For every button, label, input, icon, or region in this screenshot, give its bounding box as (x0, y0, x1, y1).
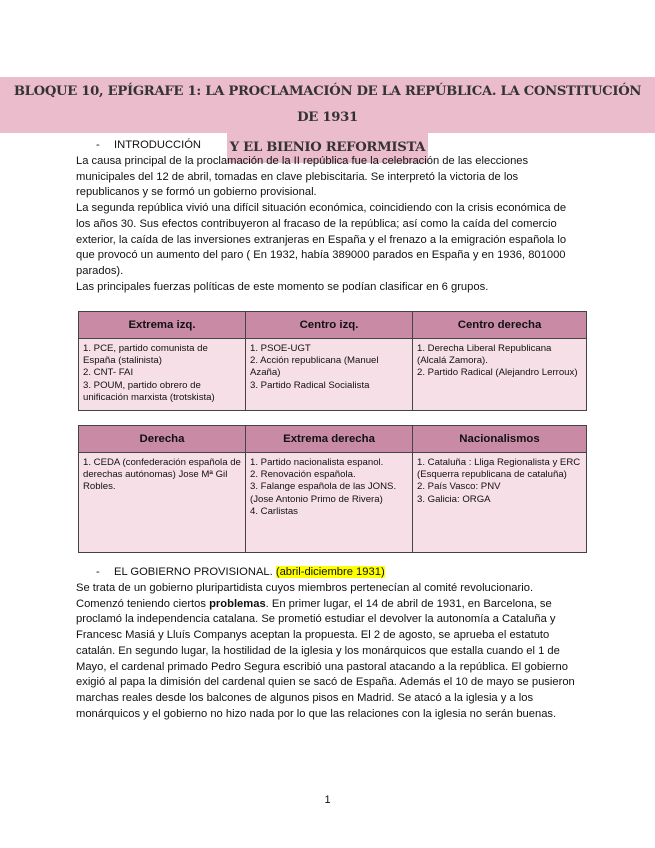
intro-paragraph-1: La causa principal de la proclamación de la II república fue la celebración de las elecciones municipales del 12 de abril, tomadas en clave plebiscitaria. Se interpretó la victoria de los republicanos y se formó un gobierno provisional. (76, 155, 529, 199)
problemas-bold: problemas (209, 597, 266, 610)
header-nacionalismos: Nacionalismos (413, 426, 587, 453)
intro-paragraph-2: La segunda república vivió una difícil situación económica, coincidiendo con la crisis económica de los años 30. Sus efectos contribuyeron al fracaso de la república; así como la caída del comercio exterior, la caída de las inversiones extranjeras en España y el frenazo a la emigración española lo que provocó un aumento del paro ( En 1932, había 389000 parados en España y en 1936, 801000 parados). (76, 202, 567, 277)
header-extrema-izq: Extrema izq. (79, 312, 246, 339)
header-centro-derecha: Centro derecha (413, 312, 587, 339)
political-groups-table-1 (78, 311, 587, 411)
cell-nacionalismos: 1. Cataluña : Lliga Regionalista y ERC (Esquerra republicana de cataluña) 2. País Vasco: PNV 3. Galicia: ORGA (413, 453, 587, 553)
gobierno-paragraph: Se trata de un gobierno pluripartidista cuyos miembros pertenecían al comité revolucionario. Comenzó teniendo ciertos problemas. En primer lugar, el 14 de abril de 1931, en Barcelona, se proclamó la independencia catalana. Se prometió estudiar el devolver la autonomía a Cataluña y Francesc Masiá y Lluís Companys aceptan la propuesta. El 2 de agosto, se aprueba el estatuto catalán. En segundo lugar, la hostilidad de la iglesia y los monárquicos que estalla cuando el 1 de Mayo, el cardenal primado Pedro Segura escribió una pastoral atacando a la república. El gobierno exigió al papa la dimisión del cardenal quien se sacó de España. Además el 10 de mayo se pusieron marchas reales desde los balcones de algunos pisos en Madrid. Se atacó a la iglesia y a los monárquicos y el gobierno no hizo nada por lo que las relaciones con la iglesia no serán buenas. (76, 582, 575, 720)
gobierno-dates-highlight: (abril-diciembre 1931) (275, 566, 385, 578)
title-line-1: BLOQUE 10, EPÍGRAFE 1: LA PROCLAMACIÓN DE LA REPÚBLICA. LA CONSTITUCIÓN DE 1931 (0, 77, 655, 133)
gobierno-body (76, 581, 581, 722)
title-line-2: Y EL BIENIO REFORMISTA (227, 133, 428, 163)
header-extrema-derecha: Extrema derecha (246, 426, 413, 453)
cell-extrema-derecha: 1. Partido nacionalista espanol. 2. Renovación española. 3. Falange española de las JONS. (Jose Antonio Primo de Rivera) 4. Carlistas (246, 453, 413, 553)
page-number: 1 (324, 794, 331, 806)
intro-paragraph-3: Las principales fuerzas políticas de este momento se podían clasificar en 6 grupos. (76, 280, 489, 293)
cell-centro-izq: 1. PSOE-UGT 2. Acción republicana (Manuel Azaña) 3. Partido Radical Socialista (246, 339, 413, 411)
gobierno-heading (96, 566, 385, 578)
bullet-dash: - (96, 566, 100, 578)
intro-heading (96, 139, 201, 151)
header-centro-izq: Centro izq. (246, 312, 413, 339)
bullet-dash: - (96, 139, 100, 151)
intro-body (76, 154, 581, 295)
cell-extrema-izq: 1. PCE, partido comunista de España (stalinista) 2. CNT- FAI 3. POUM, partido obrero de unificación marxista (trotskista) (79, 339, 246, 411)
cell-derecha: 1. CEDA (confederación española de derechas autónomas) Jose Mª Gil Robles. (79, 453, 246, 553)
political-groups-table-2 (78, 425, 587, 553)
cell-centro-derecha: 1. Derecha Liberal Republicana (Alcalá Zamora). 2. Partido Radical (Alejandro Lerroux) (413, 339, 587, 411)
header-derecha: Derecha (79, 426, 246, 453)
intro-heading-text: INTRODUCCIÓN (114, 139, 202, 151)
gobierno-heading-text: EL GOBIERNO PROVISIONAL. (114, 566, 273, 578)
